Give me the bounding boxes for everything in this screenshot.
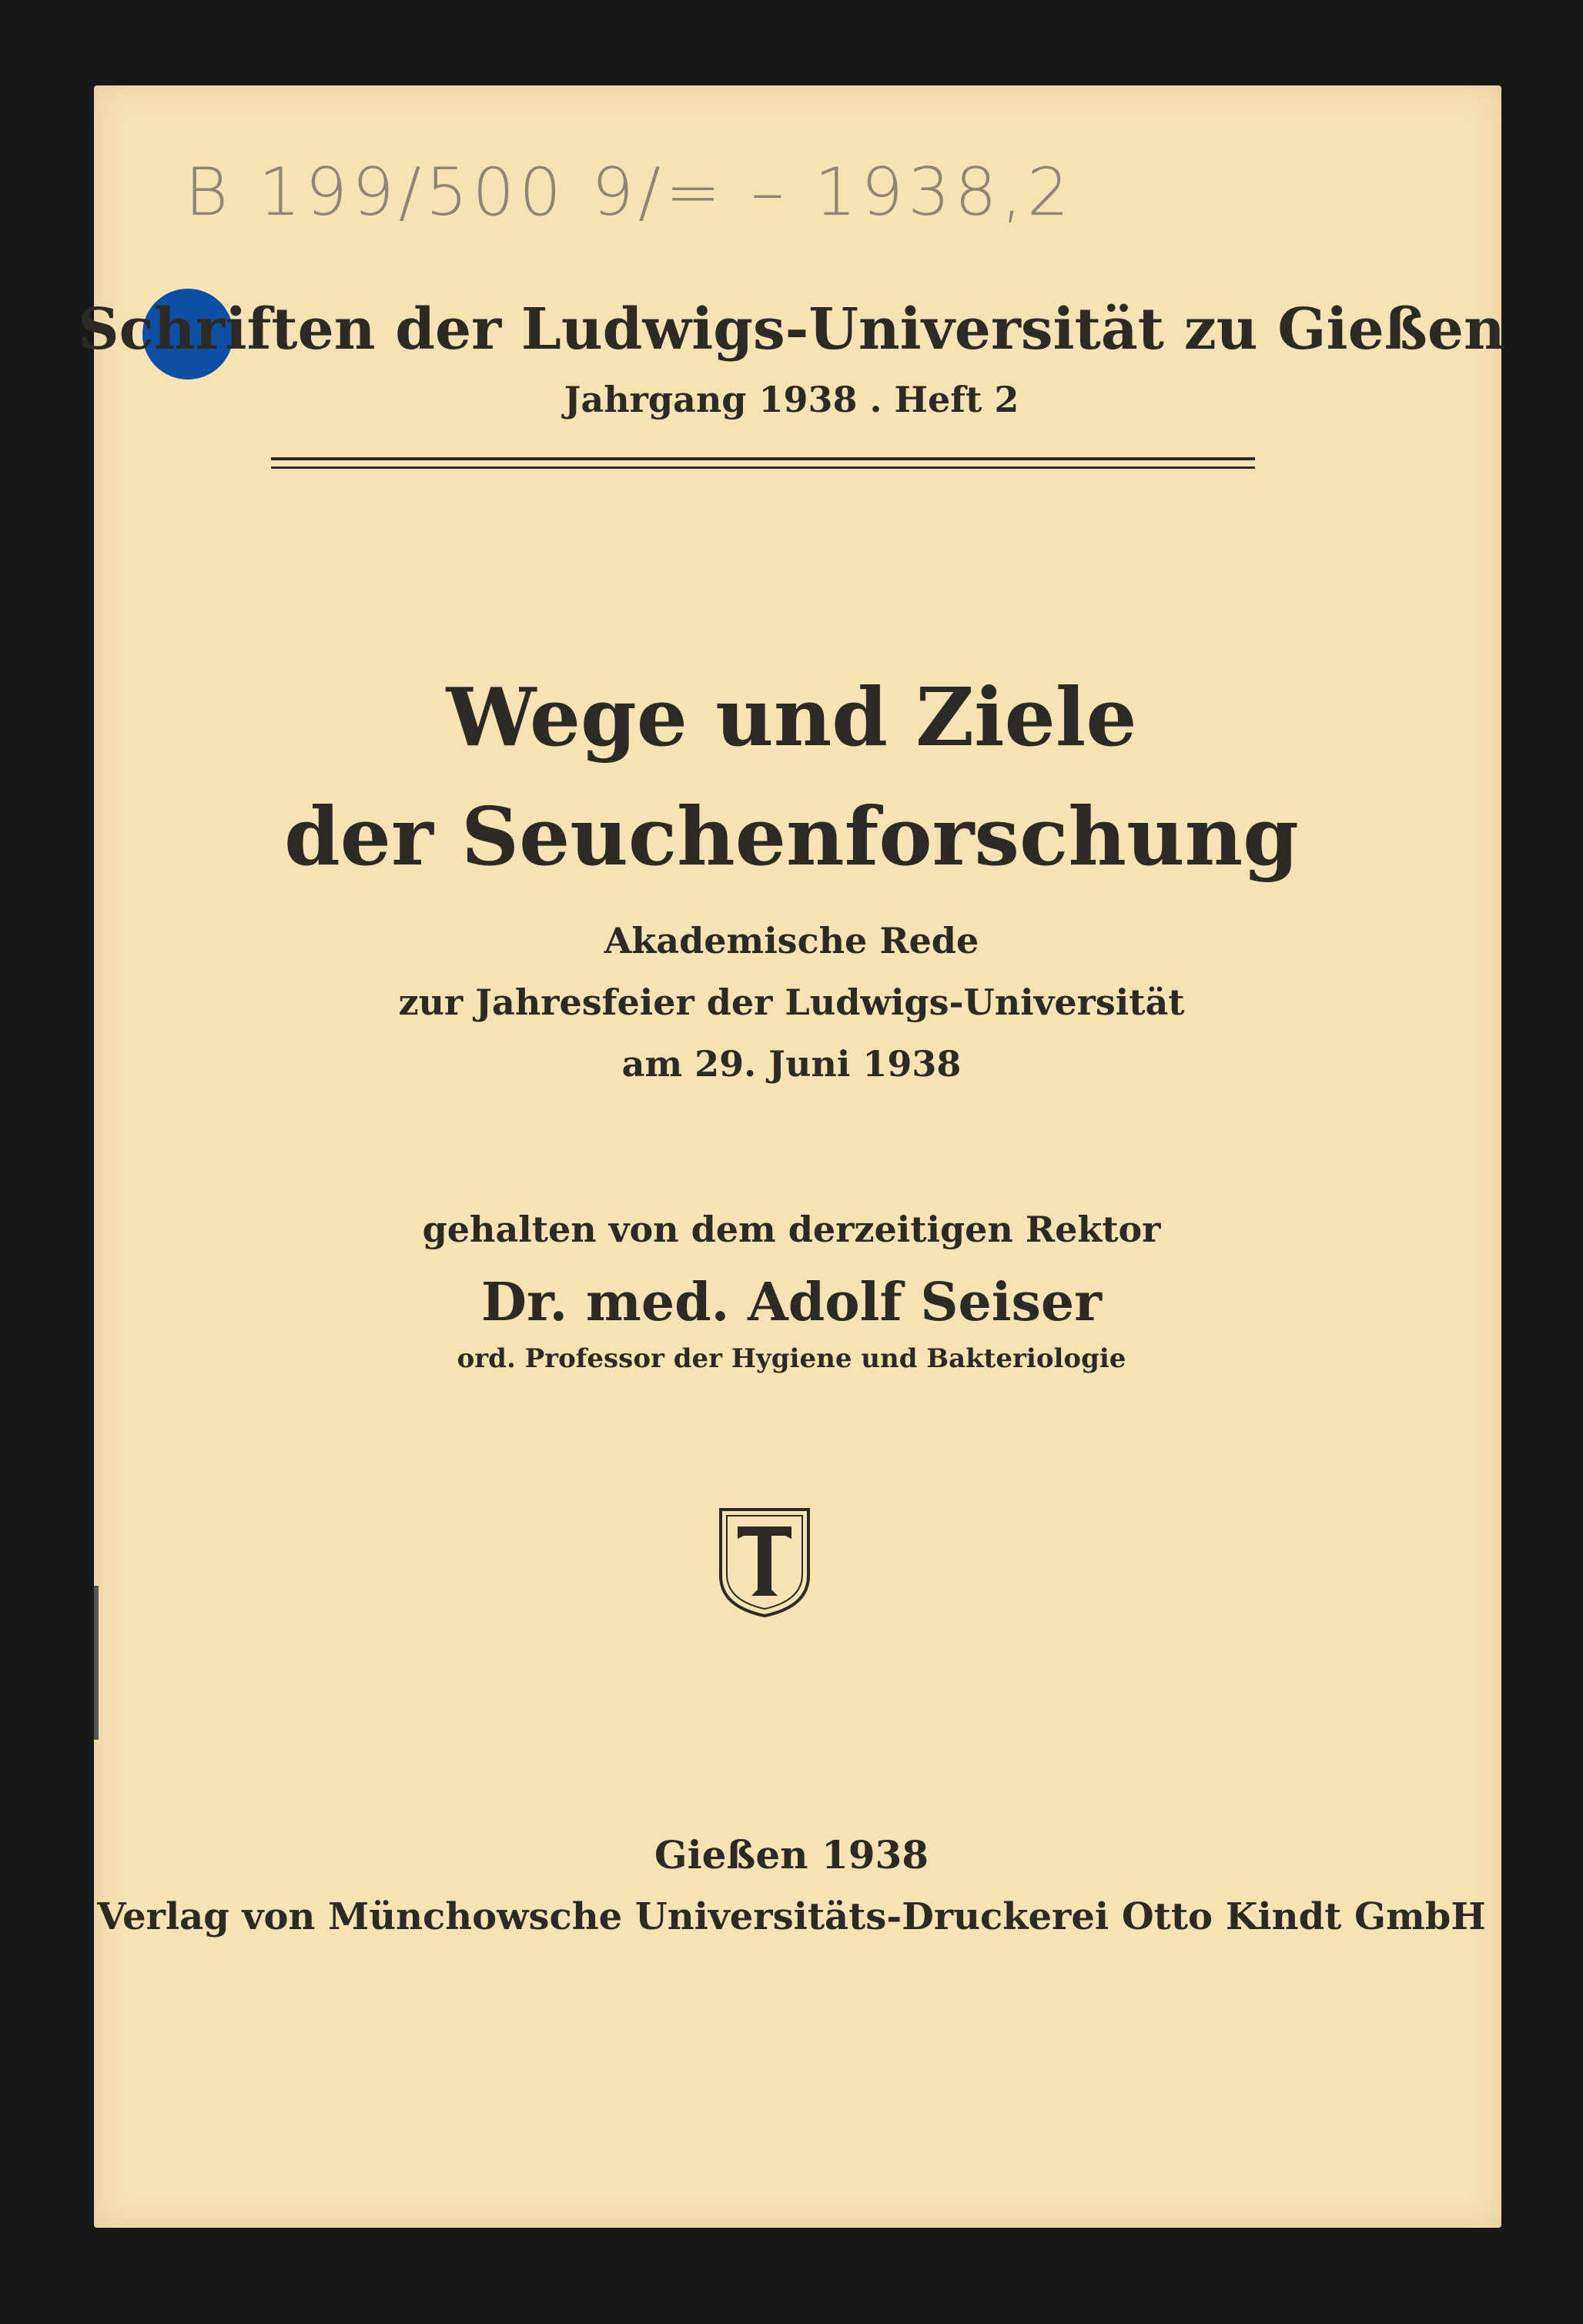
- double-rule-divider: [271, 457, 1255, 469]
- issue-line: Jahrgang 1938 . Heft 2: [564, 379, 1019, 420]
- publisher-line: Verlag von Münchowsche Universitäts-Druckerei Otto Kindt GmbH: [97, 1895, 1486, 1938]
- pencil-shelfmark: B 199/500 9/= – 1938,2: [185, 154, 1074, 231]
- subtitle-line-1: Akademische Rede: [604, 920, 979, 961]
- main-title-line-2: der Seuchenforschung: [284, 789, 1299, 884]
- staple-edge: [94, 1586, 99, 1740]
- speaker-intro: gehalten von dem derzeitigen Rektor: [422, 1209, 1161, 1250]
- subtitle-line-2: zur Jahresfeier der Ludwigs-Universität: [398, 981, 1185, 1023]
- place-year: Gießen 1938: [654, 1832, 929, 1878]
- main-title-line-1: Wege und Ziele: [446, 670, 1137, 764]
- author-name: Dr. med. Adolf Seiser: [480, 1272, 1102, 1333]
- series-title: Schriften der Ludwigs-Universität zu Gießen: [78, 296, 1505, 363]
- publisher-shield-emblem-icon: [716, 1505, 813, 1619]
- subtitle-line-3: am 29. Juni 1938: [621, 1043, 962, 1085]
- author-title: ord. Professor der Hygiene und Bakteriologie: [457, 1343, 1126, 1374]
